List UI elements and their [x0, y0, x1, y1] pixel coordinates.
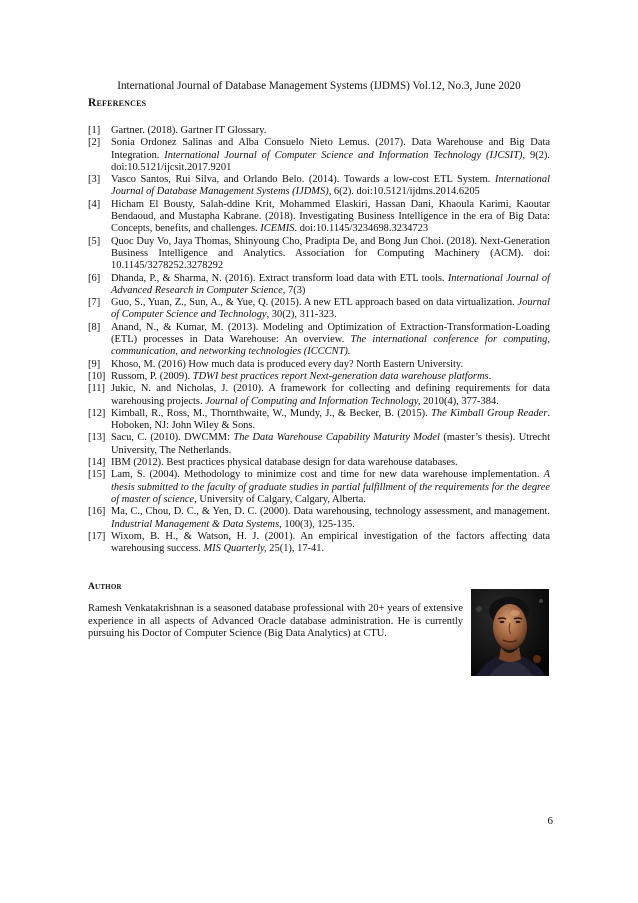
reference-text: , 9(2). doi:10.5121/ijcsit.2017.9201: [111, 149, 550, 173]
author-bio: Ramesh Venkatakrishnan is a seasoned database professional with 20+ years of extensive experience in all aspects of Advanced Oracle database administration. He is currently pursuing his Doctor of Computer Science (Big Data Analytics) at CTU.: [88, 603, 463, 639]
reference-number: [12]: [88, 407, 106, 419]
reference-text: Anand, N., & Kumar, M. (2013). Modeling and Optimization of Extraction-Transformation-Loading (ETL) processes in Data Warehouse: An overview.: [111, 321, 550, 346]
reference-list: [88, 125, 550, 555]
reference-text: Sacu, C. (2010). DWCMM:: [111, 432, 234, 444]
reference-text: , 30(2), 311-323.: [266, 309, 337, 321]
reference-number: [16]: [88, 506, 106, 518]
reference-item: [88, 408, 550, 433]
reference-source-italic: Journal of Computer Science and Technology: [111, 297, 550, 321]
reference-text: Gartner. (2018). Gartner IT Glossary.: [111, 125, 267, 136]
reference-text: Wixom, B. H., & Watson, H. J. (2001). An empirical investigation of the factors affecting data warehousing success.: [111, 530, 550, 555]
reference-number: [5]: [88, 235, 101, 247]
reference-source-italic: TDWI best practices report Next-generation data warehouse platforms: [192, 370, 489, 382]
reference-item: [88, 125, 550, 137]
reference-number: [13]: [88, 432, 106, 444]
reference-text: , 7(3): [282, 284, 306, 296]
reference-item: [88, 199, 550, 236]
reference-number: [8]: [88, 321, 101, 333]
reference-text: Kimball, R., Ross, M., Thornthwaite, W., Mundy, J., & Becker, B. (2015).: [111, 407, 432, 419]
reference-text: Vasco Santos, Rui Silva, and Orlando Belo. (2014). Towards a low-cost ETL System.: [111, 174, 495, 186]
reference-item: [88, 506, 550, 531]
reference-item: [88, 322, 550, 359]
reference-text: Ma, C., Chou, D. C., & Yen, D. C. (2000). Data warehousing, technology assessment, and management.: [111, 506, 550, 518]
reference-item: [88, 383, 550, 408]
reference-source-italic: The Kimball Group Reader: [431, 407, 548, 419]
reference-text: Sonia Ordonez Salinas and Alba Consuelo Nieto Lemus. (2017). Data Warehouse and Big Data Integration.: [111, 137, 550, 161]
references-heading: References: [88, 97, 147, 109]
reference-number: [10]: [88, 370, 106, 382]
reference-number: [7]: [88, 297, 101, 309]
reference-source-italic: International Journal of Database Management Systems (IJDMS): [111, 174, 550, 198]
reference-text: .: [488, 370, 492, 382]
reference-number: [9]: [88, 358, 101, 370]
reference-text: . doi:10.1145/3234698.3234723: [294, 223, 429, 235]
reference-text: Russom, P. (2009).: [111, 370, 193, 382]
reference-item: [88, 297, 550, 322]
reference-source-italic: ICEMIS: [260, 223, 295, 235]
reference-item: [88, 273, 550, 298]
reference-source-italic: Journal of Computing and Information Technology,: [205, 395, 421, 407]
reference-source-italic: International Journal of Computer Science and Information Technology (IJCSIT): [164, 149, 523, 161]
reference-item: [88, 174, 550, 199]
reference-item: [88, 371, 550, 383]
author-photo: [471, 589, 549, 676]
reference-text: , University of Calgary, Calgary, Alberta.: [194, 493, 366, 505]
running-header: International Journal of Database Management Systems (IJDMS) Vol.12, No.3, June 2020: [117, 80, 521, 92]
reference-number: [3]: [88, 174, 101, 186]
reference-item: [88, 457, 550, 469]
reference-source-italic: MIS Quarterly,: [203, 543, 267, 555]
reference-item: [88, 359, 550, 371]
reference-text: Lam, S. (2004). Methodology to minimize cost and time for new data warehouse implementation.: [111, 469, 544, 481]
reference-number: [2]: [88, 137, 101, 149]
reference-item: [88, 137, 550, 174]
reference-text: Jukic, N. and Nicholas, J. (2010). A framework for collecting and defining requirements for data warehousing projects.: [111, 383, 550, 407]
reference-text: Hicham El Bousty, Salah-ddine Krit, Mohammed Elaskiri, Hassan Dani, Khaoula Karimi, Kaoutar Bendaoud, and Mustapha Kabrane. (2018). Investigating Business Intelligence in the era of Big Data: Concepts, benefits, and challenges.: [111, 198, 550, 235]
reference-text: 25(1), 17-41.: [266, 543, 325, 555]
reference-text: , 6(2). doi:10.5121/ijdms.2014.6205: [328, 186, 480, 198]
reference-source-italic: The Data Warehouse Capability Maturity Model: [233, 432, 440, 444]
reference-source-italic: Industrial Management & Data Systems,: [111, 518, 282, 530]
author-heading: Author: [88, 582, 122, 592]
reference-text: Khoso, M. (2016) How much data is produced every day? North Eastern University.: [111, 358, 464, 370]
reference-number: [15]: [88, 469, 106, 481]
reference-item: [88, 469, 550, 506]
reference-text: 2010(4), 377-384.: [420, 395, 499, 407]
reference-number: [17]: [88, 530, 106, 542]
reference-text: (master’s thesis). Utrecht University, The Netherlands.: [111, 432, 550, 456]
reference-item: [88, 432, 550, 457]
reference-item: [88, 531, 550, 556]
reference-number: [14]: [88, 457, 106, 469]
reference-source-italic: The international conference for computing, communication, and networking technologies (ICCCNT).: [111, 334, 550, 358]
reference-number: [11]: [88, 383, 106, 395]
reference-item: [88, 236, 550, 273]
reference-number: [6]: [88, 272, 101, 284]
reference-number: [1]: [88, 125, 101, 136]
reference-text: Guo, S., Yuan, Z., Sun, A., & Yue, Q. (2015). A new ETL approach based on data virtualization.: [111, 297, 518, 309]
reference-text: . Hoboken, NJ: John Wiley & Sons.: [111, 407, 550, 432]
reference-source-italic: A thesis submitted to the faculty of graduate studies in partial fulfillment of the requirements for the degree of master of science: [111, 469, 550, 505]
page-number: 6: [547, 815, 553, 827]
reference-text: 100(3), 125-135.: [281, 518, 355, 530]
reference-source-italic: International Journal of Advanced Research in Computer Science: [111, 272, 551, 296]
reference-text: Quoc Duy Vo, Jaya Thomas, Shinyoung Cho, Pradipta De, and Bong Jun Choi. (2018). Next-Generation Business Intelligence and Analytics. Association for Computing Machinery (ACM). doi: 10.1145/3278252.3278292: [111, 235, 550, 272]
reference-number: [4]: [88, 198, 101, 210]
reference-text: IBM (2012). Best practices physical database design for data warehouse databases.: [111, 457, 458, 469]
reference-text: Dhanda, P., & Sharma, N. (2016). Extract transform load data with ETL tools.: [111, 272, 448, 284]
